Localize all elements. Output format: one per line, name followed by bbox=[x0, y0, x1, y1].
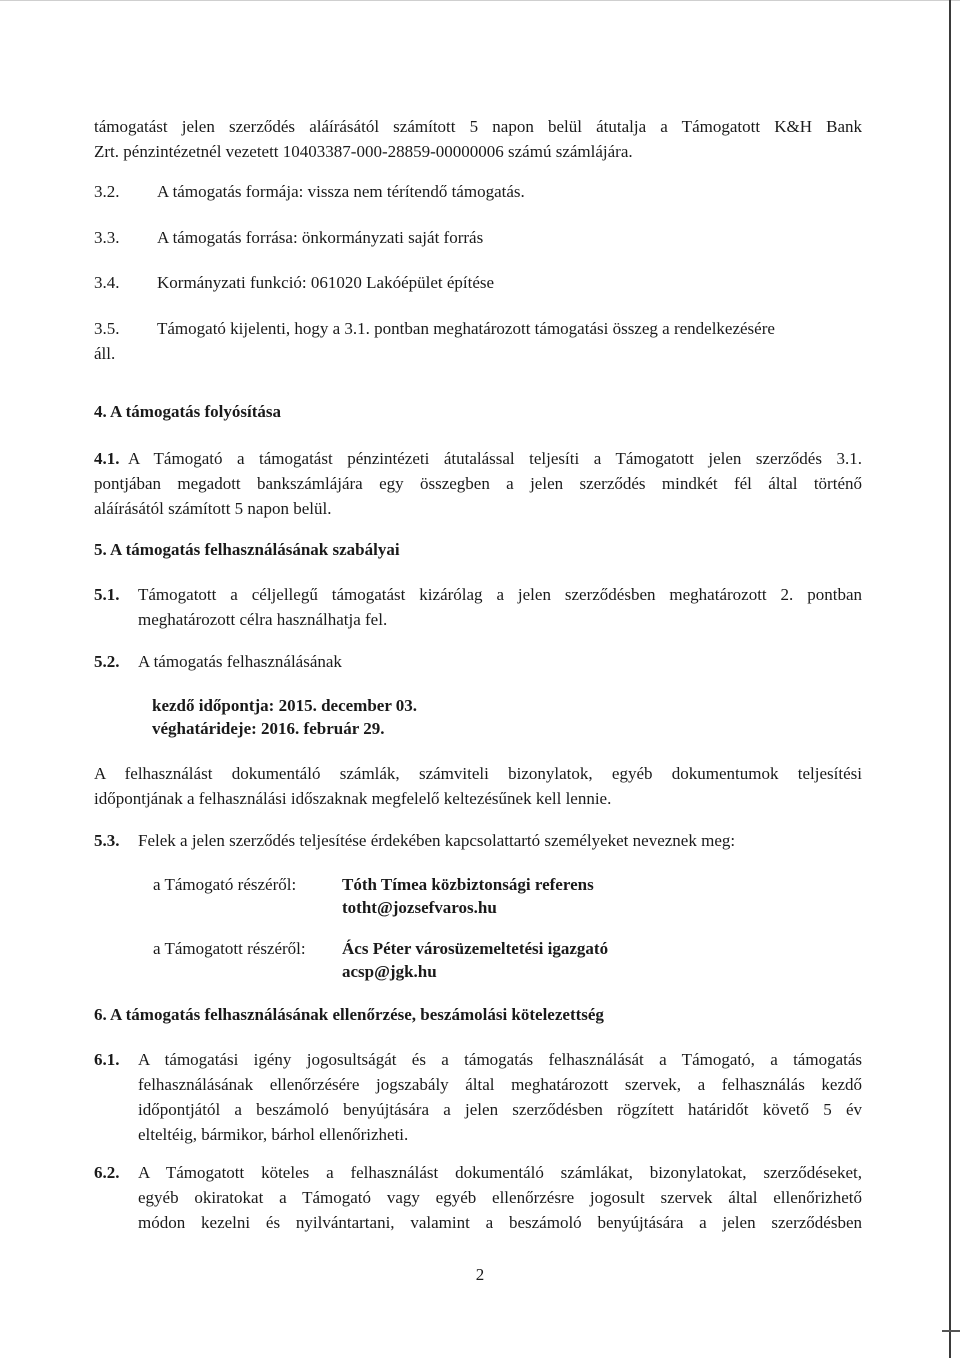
paragraph-6-2-line-1: A Támogatott köteles a felhasználást dokumentáló számlákat, bizonylatokat, szerződéseket, bbox=[138, 1163, 862, 1182]
item-3-5 bbox=[94, 316, 862, 341]
intro-line-2: Zrt. pénzintézetnél vezetett 10403387-000-28859-00000006 számú számlájára. bbox=[94, 142, 633, 161]
contact-email: acsp@jgk.hu bbox=[342, 962, 437, 981]
section-6-heading: 6. A támogatás felhasználásának ellenőrzése, beszámolási kötelezettség bbox=[94, 1005, 604, 1024]
contact-supported bbox=[0, 936, 960, 986]
deadline-date: véghatárideje: 2016. február 29. bbox=[152, 719, 385, 738]
paragraph-6-2 bbox=[94, 1160, 862, 1235]
paragraph-number: 6.1. bbox=[94, 1050, 120, 1069]
item-text: A támogatás formája: vissza nem térítendő támogatás. bbox=[157, 182, 525, 201]
item-3-4 bbox=[94, 270, 862, 295]
paragraph-5-2 bbox=[94, 649, 862, 674]
paragraph-6-1-line-4: elteltéig, bármikor, bárhol ellenőrizheti. bbox=[138, 1125, 409, 1144]
contact-name: Tóth Tímea közbiztonsági referens bbox=[342, 875, 594, 894]
paragraph-number: 5.3. bbox=[94, 831, 120, 850]
contact-name: Ács Péter városüzemeltetési igazgató bbox=[342, 939, 609, 958]
item-text: Kormányzati funkció: 061020 Lakóépület építése bbox=[157, 273, 495, 292]
paragraph-6-2-line-3: módon kezelni és nyilvántartani, valamint a beszámoló benyújtására a jelen szerződésben bbox=[138, 1213, 862, 1232]
scan-edge-right bbox=[949, 0, 951, 1358]
item-text: Támogató kijelenti, hogy a 3.1. pontban meghatározott támogatási összeg a rendelkezésére bbox=[157, 319, 775, 338]
paragraph-4-1-line-1: A Támogató a támogatást pénzintézeti átutalással teljesíti a Támogatott jelen szerződés 3.1. bbox=[128, 449, 862, 468]
paragraph-number: 6.2. bbox=[94, 1163, 120, 1182]
paragraph-6-1-line-3: időpontjától a beszámoló benyújtására a jelen szerződésben rögzített határidőt követő 5 év bbox=[138, 1100, 862, 1119]
contact-supporter bbox=[0, 872, 960, 922]
item-3-5-continuation: áll. bbox=[94, 344, 116, 363]
documents-line-1: A felhasználást dokumentáló számlák, számviteli bizonylatok, egyéb dokumentumok teljesítési bbox=[94, 764, 862, 783]
paragraph-6-2-line-2: egyéb okiratokat a Támogató vagy egyéb ellenőrzésre jogosult szervek által ellenőrizhető bbox=[138, 1188, 862, 1207]
paragraph-4-1-line-2: pontjában megadott bankszámlájára egy összegben a jelen szerződés mindkét fél által történő bbox=[94, 474, 862, 493]
paragraph-6-1-line-1: A támogatási igény jogosultságát és a támogatás felhasználását a Támogató, a támogatás bbox=[138, 1050, 862, 1069]
paragraph-6-1-line-2: felhasználásának ellenőrzésére jogszabály által meghatározott szervek, a felhasználás kezdő bbox=[138, 1075, 862, 1094]
paragraph-5-1-line-1: Támogatott a céljellegű támogatást kizárólag a jelen szerződésben meghatározott 2. pontban bbox=[138, 585, 862, 604]
paragraph-6-1 bbox=[94, 1047, 862, 1147]
item-number: 3.2. bbox=[94, 182, 120, 201]
contact-email: totht@jozsefvaros.hu bbox=[342, 898, 497, 917]
paragraph-4-1-line-3: aláírásától számított 5 napon belül. bbox=[94, 499, 332, 518]
section-4-heading: 4. A támogatás folyósítása bbox=[94, 402, 281, 421]
item-text: A támogatás forrása: önkormányzati saját forrás bbox=[157, 228, 484, 247]
item-3-3 bbox=[94, 225, 862, 250]
paragraph-5-3-text: Felek a jelen szerződés teljesítése érdekében kapcsolattartó személyeket neveznek meg: bbox=[138, 831, 736, 850]
contact-label: a Támogatott részéről: bbox=[153, 939, 306, 958]
paragraph-5-1 bbox=[94, 582, 862, 632]
section-5-heading: 5. A támogatás felhasználásának szabályai bbox=[94, 540, 400, 559]
item-number: 3.4. bbox=[94, 273, 120, 292]
contact-label: a Támogató részéről: bbox=[153, 875, 297, 894]
item-3-2 bbox=[94, 179, 862, 204]
intro-line-1: támogatást jelen szerződés aláírásától számított 5 napon belül átutalja a Támogatott K&H Bank bbox=[94, 117, 862, 136]
paragraph-number: 4.1. bbox=[94, 449, 120, 468]
item-number: 3.3. bbox=[94, 228, 120, 247]
paragraph-5-2-text: A támogatás felhasználásának bbox=[138, 652, 342, 671]
start-date: kezdő időpontja: 2015. december 03. bbox=[152, 696, 418, 715]
paragraph-5-3 bbox=[94, 828, 862, 853]
paragraph-5-1-line-2: meghatározott célra használhatja fel. bbox=[138, 610, 388, 629]
paragraph-number: 5.2. bbox=[94, 652, 120, 671]
page-number: 2 bbox=[475, 1265, 485, 1284]
documents-line-2: időpontjának a felhasználási időszaknak megfelelő keltezésűnek kell lennie. bbox=[94, 789, 612, 808]
scan-mark bbox=[942, 1330, 960, 1332]
item-number: 3.5. bbox=[94, 319, 120, 338]
scan-edge-top bbox=[0, 0, 960, 1]
paragraph-4-1 bbox=[94, 446, 862, 521]
paragraph-number: 5.1. bbox=[94, 585, 120, 604]
